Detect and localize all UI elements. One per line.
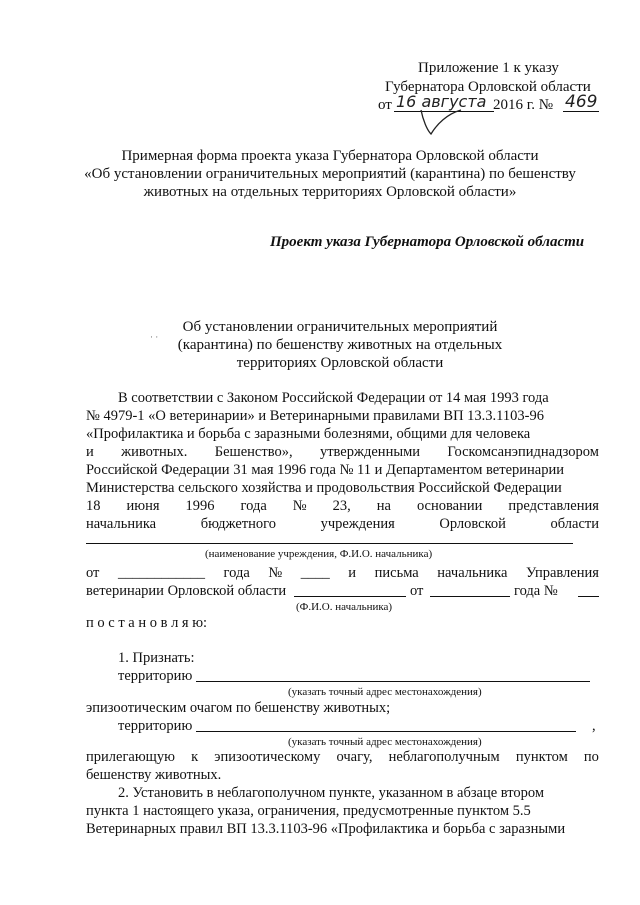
preamble-line11c: года № <box>514 583 558 599</box>
form-title-line3: животных на отдельных территориях Орловской области» <box>143 184 517 200</box>
preamble-line6: Министерства сельского хозяйства и продовольствия Российской Федерации <box>86 480 562 496</box>
preamble-line11b: от <box>410 583 424 599</box>
hint-head: (Ф.И.О. начальника) <box>296 601 393 613</box>
decree-title-line2: (карантина) по бешенству животных на отдельных <box>177 337 503 353</box>
preamble-line2: № 4979-1 «О ветеринарии» и Ветеринарными правилами ВП 13.3.1103-96 <box>86 408 544 424</box>
letter-number-blank <box>578 596 599 597</box>
head-name-blank <box>294 596 406 597</box>
item1-focus: эпизоотическим очагом по бешенству животных; <box>86 700 391 716</box>
appendix-year: 2016 г. № <box>493 97 554 113</box>
item2-line3: Ветеринарных правил ВП 13.3.1103-96 «Профилактика и борьба с заразными <box>86 821 566 837</box>
preamble-line8: начальника бюджетного учреждения Орловской области <box>86 516 599 532</box>
territory-blank <box>196 681 590 682</box>
signature-mark-icon <box>415 108 465 138</box>
preamble-line1: В соответствии с Законом Российской Федерации от 14 мая 1993 года <box>118 390 549 406</box>
preamble-line5: Российской Федерации 31 мая 1996 года № 11 и Департаментом ветеринарии <box>86 462 564 478</box>
handwritten-date: 16 августа <box>396 92 487 111</box>
territory2-blank <box>196 731 576 732</box>
draft-heading: Проект указа Губернатора Орловской области <box>270 234 585 250</box>
form-title-line1: Примерная форма проекта указа Губернатора Орловской области <box>121 148 539 164</box>
institution-blank <box>86 543 573 544</box>
item1-comma: , <box>592 718 596 734</box>
number-underline <box>563 111 599 112</box>
preamble-line7: 18 июня 1996 года № 23, на основании представления <box>86 498 599 514</box>
item1-territory2: территорию <box>118 718 193 734</box>
preamble-line11a: ветеринарии Орловской области <box>86 583 287 599</box>
item1-territory: территорию <box>118 668 193 684</box>
preamble-line4: и животных. Бешенство», утвержденными Госкомсанэпиднадзором <box>86 444 599 460</box>
item1-adjacent2: бешенству животных. <box>86 767 222 783</box>
hint-address: (указать точный адрес местонахождения) <box>288 686 482 698</box>
appendix-line2: Губернатора Орловской области <box>385 79 591 95</box>
appendix-from: от <box>378 97 392 113</box>
handwritten-number: 469 <box>565 92 598 112</box>
decree-word: п о с т а н о в л я ю: <box>86 615 208 631</box>
preamble-line10: от ____________ года № ____ и письма начальника Управления <box>86 565 599 581</box>
decree-title-line3: территориях Орловской области <box>236 355 444 371</box>
item2-line1: 2. Установить в неблагополучном пункте, указанном в абзаце втором <box>118 785 545 801</box>
hint-address2: (указать точный адрес местонахождения) <box>288 736 482 748</box>
preamble-line3: «Профилактика и борьба с заразными болезнями, общими для человека <box>86 426 531 442</box>
appendix-line1: Приложение 1 к указу <box>418 60 559 76</box>
item1-label: 1. Признать: <box>118 650 195 666</box>
item2-line2: пункта 1 настоящего указа, ограничения, предусмотренные пунктом 5.5 <box>86 803 531 819</box>
letter-date-blank <box>430 596 510 597</box>
hint-institution: (наименование учреждения, Ф.И.О. начальника) <box>205 548 433 560</box>
scan-mark: · · <box>150 332 159 342</box>
decree-title-line1: Об установлении ограничительных мероприятий <box>182 319 498 335</box>
form-title-line2: «Об установлении ограничительных мероприятий (карантина) по бешенству <box>84 166 576 182</box>
item1-adjacent: прилегающую к эпизоотическому очагу, неблагополучным пунктом по <box>86 749 599 765</box>
